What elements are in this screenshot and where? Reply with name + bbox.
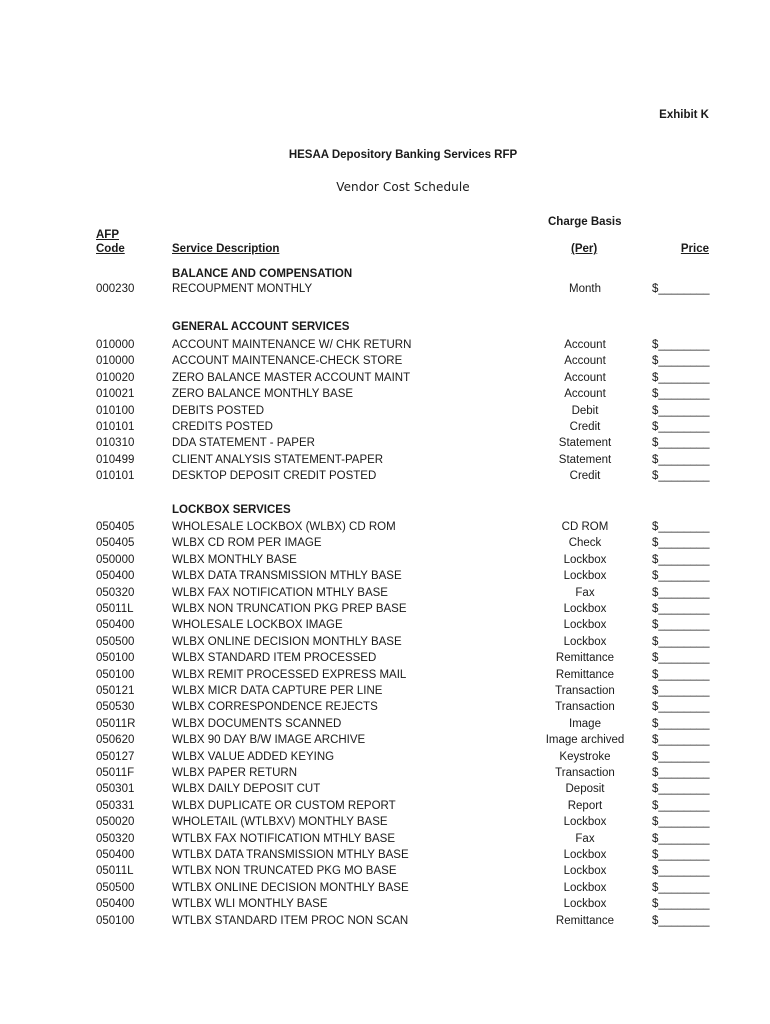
table-row	[0, 437, 770, 451]
table-row	[0, 570, 770, 584]
price-field[interactable]: $________	[652, 914, 710, 927]
service-description: WTLBX WLI MONTHLY BASE	[172, 898, 328, 911]
price-field[interactable]: $________	[652, 619, 710, 632]
afp-code: 050127	[96, 750, 135, 763]
service-description: WHOLETAIL (WTLBXV) MONTHLY BASE	[172, 816, 388, 829]
price-field[interactable]: $________	[652, 283, 710, 295]
afp-code: 050320	[96, 586, 135, 599]
service-description: ZERO BALANCE MONTHLY BASE	[172, 388, 354, 401]
table-row	[0, 751, 770, 765]
page-subtitle: Vendor Cost Schedule	[336, 180, 470, 194]
charge-basis: Lockbox	[563, 881, 607, 894]
service-description: CREDITS POSTED	[172, 421, 273, 433]
charge-basis: Fax	[575, 586, 595, 599]
afp-code: 000230	[96, 283, 135, 295]
charge-basis: Statement	[558, 437, 612, 450]
table-row	[0, 767, 770, 781]
charge-basis: Report	[567, 799, 603, 812]
price-field[interactable]: $________	[652, 570, 710, 583]
service-description: ZERO BALANCE MASTER ACCOUNT MAINT	[172, 371, 411, 384]
charge-basis: Image archived	[545, 734, 625, 747]
price-field[interactable]: $________	[652, 553, 710, 566]
table-row	[0, 388, 770, 402]
price-field[interactable]: $________	[652, 832, 710, 845]
table-row	[0, 554, 770, 568]
table-row	[0, 800, 770, 814]
price-field[interactable]: $________	[652, 783, 710, 796]
service-description: WLBX STANDARD ITEM PROCESSED	[172, 652, 377, 665]
service-description: CLIENT ANALYSIS STATEMENT-PAPER	[172, 453, 384, 466]
afp-code: 050020	[96, 816, 135, 829]
price-field[interactable]: $________	[652, 898, 710, 911]
afp-code: 010100	[96, 404, 135, 417]
afp-code: 050301	[96, 783, 135, 796]
service-description: WLBX MICR DATA CAPTURE PER LINE	[172, 685, 383, 697]
table-row	[0, 669, 770, 683]
table-row	[0, 636, 770, 650]
service-description: RECOUPMENT MONTHLY	[172, 283, 313, 295]
afp-code: 05011R	[96, 717, 136, 730]
price-field[interactable]: $________	[652, 371, 710, 384]
service-description: WHOLESALE LOCKBOX (WLBX) CD ROM	[172, 521, 396, 533]
afp-code: 010020	[96, 371, 135, 384]
charge-basis: Remittance	[555, 668, 615, 681]
price-field[interactable]: $________	[652, 586, 710, 599]
section-title: GENERAL ACCOUNT SERVICES	[172, 321, 350, 333]
service-description: ACCOUNT MAINTENANCE W/ CHK RETURN	[172, 339, 412, 351]
charge-basis: Fax	[575, 832, 595, 845]
service-description: ACCOUNT MAINTENANCE-CHECK STORE	[172, 355, 403, 368]
table-row	[0, 372, 770, 386]
table-row	[0, 652, 770, 666]
service-description: WHOLESALE LOCKBOX IMAGE	[172, 619, 343, 632]
charge-basis: Lockbox	[563, 898, 607, 911]
afp-code: 050400	[96, 619, 135, 632]
afp-code: 050100	[96, 652, 135, 665]
table-row	[0, 405, 770, 419]
charge-basis: Keystroke	[559, 750, 611, 763]
charge-basis: Debit	[571, 404, 599, 417]
charge-basis: Deposit	[565, 783, 605, 796]
price-field[interactable]: $________	[652, 421, 710, 433]
price-field[interactable]: $________	[652, 717, 710, 730]
afp-code: 050500	[96, 635, 135, 648]
price-field[interactable]: $________	[652, 750, 710, 763]
table-row	[0, 619, 770, 633]
table-row	[0, 882, 770, 896]
price-field[interactable]: $________	[652, 355, 710, 368]
charge-basis: Month	[569, 283, 601, 295]
afp-code: 010000	[96, 355, 135, 368]
service-description: WTLBX NON TRUNCATED PKG MO BASE	[172, 865, 397, 878]
price-field[interactable]: $________	[652, 339, 710, 351]
charge-basis: Transaction	[555, 767, 615, 779]
service-description: WLBX ONLINE DECISION MONTHLY BASE	[172, 635, 402, 648]
service-description: WTLBX STANDARD ITEM PROC NON SCAN	[172, 914, 409, 927]
table-row	[0, 339, 770, 353]
afp-code: 010310	[96, 437, 135, 450]
afp-code: 050400	[96, 570, 135, 583]
service-description: WLBX DATA TRANSMISSION MTHLY BASE	[172, 570, 402, 583]
afp-header: AFP	[96, 229, 119, 241]
afp-code: 050121	[96, 685, 135, 697]
service-description: WLBX CORRESPONDENCE REJECTS	[172, 701, 378, 714]
service-description: WLBX DUPLICATE OR CUSTOM REPORT	[172, 799, 396, 812]
afp-code: 050400	[96, 898, 135, 911]
afp-code: 050530	[96, 701, 135, 714]
table-row	[0, 587, 770, 601]
charge-basis: Remittance	[555, 652, 615, 665]
service-description: WLBX DAILY DEPOSIT CUT	[172, 783, 321, 796]
charge-basis-header: Charge Basis	[548, 216, 622, 228]
service-description-header: Service Description	[172, 243, 280, 255]
charge-basis: Image	[569, 717, 601, 730]
price-field[interactable]: $________	[652, 521, 710, 533]
charge-basis: Account	[564, 388, 606, 401]
section-title: LOCKBOX SERVICES	[172, 504, 291, 516]
table-row	[0, 865, 770, 879]
table-row	[0, 783, 770, 797]
afp-code: 050100	[96, 668, 135, 681]
table-row	[0, 470, 770, 484]
afp-code: 050405	[96, 537, 135, 550]
service-description: WLBX CD ROM PER IMAGE	[172, 537, 322, 550]
per-header: (Per)	[571, 243, 598, 255]
section-title: BALANCE AND COMPENSATION	[172, 268, 353, 280]
service-description: WLBX REMIT PROCESSED EXPRESS MAIL	[172, 668, 407, 681]
service-description: DEBITS POSTED	[172, 404, 265, 417]
table-row	[0, 603, 770, 617]
price-field[interactable]: $________	[652, 734, 710, 747]
afp-code: 050320	[96, 832, 135, 845]
afp-code: 010499	[96, 453, 135, 466]
price-field[interactable]: $________	[652, 537, 710, 550]
price-field[interactable]: $________	[652, 767, 710, 779]
price-field[interactable]: $________	[652, 404, 710, 417]
afp-code: 050405	[96, 521, 135, 533]
charge-basis: Account	[564, 371, 606, 384]
table-row	[0, 915, 770, 929]
table-row	[0, 521, 770, 535]
price-field[interactable]: $________	[652, 652, 710, 665]
charge-basis: Credit	[569, 421, 601, 433]
price-field[interactable]: $________	[652, 701, 710, 714]
table-row	[0, 283, 770, 297]
table-row	[0, 454, 770, 468]
table-row	[0, 734, 770, 748]
price-field[interactable]: $________	[652, 437, 710, 450]
price-field[interactable]: $________	[652, 799, 710, 812]
price-field[interactable]: $________	[652, 603, 710, 615]
afp-code: 050331	[96, 799, 135, 812]
charge-basis: Remittance	[555, 914, 615, 927]
afp-code: 050000	[96, 553, 135, 566]
service-description: DESKTOP DEPOSIT CREDIT POSTED	[172, 470, 377, 483]
table-row	[0, 421, 770, 435]
charge-basis: Lockbox	[563, 603, 607, 615]
price-field[interactable]: $________	[652, 635, 710, 648]
service-description: WLBX DOCUMENTS SCANNED	[172, 717, 342, 730]
service-description: WTLBX ONLINE DECISION MONTHLY BASE	[172, 881, 409, 894]
table-row	[0, 685, 770, 699]
charge-basis: Lockbox	[563, 570, 607, 583]
charge-basis: Transaction	[555, 685, 615, 697]
service-description: WLBX PAPER RETURN	[172, 767, 298, 779]
price-field[interactable]: $________	[652, 881, 710, 894]
service-description: WTLBX FAX NOTIFICATION MTHLY BASE	[172, 832, 396, 845]
table-row	[0, 537, 770, 551]
afp-code: 010021	[96, 388, 135, 401]
table-row	[0, 898, 770, 912]
table-row	[0, 849, 770, 863]
charge-basis: Lockbox	[563, 849, 607, 861]
price-header: Price	[680, 243, 709, 255]
price-field[interactable]: $________	[652, 685, 710, 697]
afp-code: 05011L	[96, 865, 134, 878]
service-description: WLBX MONTHLY BASE	[172, 553, 297, 566]
service-description: DDA STATEMENT - PAPER	[172, 437, 315, 450]
charge-basis: Lockbox	[563, 865, 607, 878]
charge-basis: Transaction	[555, 701, 615, 714]
service-description: WLBX FAX NOTIFICATION MTHLY BASE	[172, 586, 388, 599]
service-description: WTLBX DATA TRANSMISSION MTHLY BASE	[172, 849, 409, 861]
service-description: WLBX NON TRUNCATION PKG PREP BASE	[172, 603, 407, 615]
service-description: WLBX 90 DAY B/W IMAGE ARCHIVE	[172, 734, 366, 747]
afp-code: 05011F	[96, 767, 135, 779]
price-field[interactable]: $________	[652, 470, 710, 483]
afp-code: 050100	[96, 914, 135, 927]
page-title: HESAA Depository Banking Services RFP	[288, 149, 518, 161]
charge-basis: Lockbox	[563, 816, 607, 829]
price-field[interactable]: $________	[652, 668, 710, 681]
charge-basis: Check	[568, 537, 602, 550]
charge-basis: Lockbox	[563, 553, 607, 566]
charge-basis: Credit	[569, 470, 601, 483]
afp-code: 050620	[96, 734, 135, 747]
price-field[interactable]: $________	[652, 849, 710, 861]
table-row	[0, 816, 770, 830]
code-header: Code	[96, 243, 125, 255]
service-description: WLBX VALUE ADDED KEYING	[172, 750, 335, 763]
price-field[interactable]: $________	[652, 865, 710, 878]
charge-basis: Lockbox	[563, 619, 607, 632]
table-row	[0, 701, 770, 715]
afp-code: 010101	[96, 421, 135, 433]
price-field[interactable]: $________	[652, 816, 710, 829]
price-field[interactable]: $________	[652, 453, 710, 466]
price-field[interactable]: $________	[652, 388, 710, 401]
afp-code: 010000	[96, 339, 135, 351]
afp-code: 05011L	[96, 603, 134, 615]
charge-basis: Lockbox	[563, 635, 607, 648]
charge-basis: CD ROM	[561, 521, 609, 533]
charge-basis: Account	[564, 339, 606, 351]
exhibit-label: Exhibit K	[659, 109, 709, 121]
afp-code: 050500	[96, 881, 135, 894]
table-row	[0, 718, 770, 732]
afp-code: 050400	[96, 849, 135, 861]
table-row	[0, 833, 770, 847]
afp-code: 010101	[96, 470, 135, 483]
table-row	[0, 355, 770, 369]
charge-basis: Statement	[558, 453, 612, 466]
charge-basis: Account	[564, 355, 606, 368]
